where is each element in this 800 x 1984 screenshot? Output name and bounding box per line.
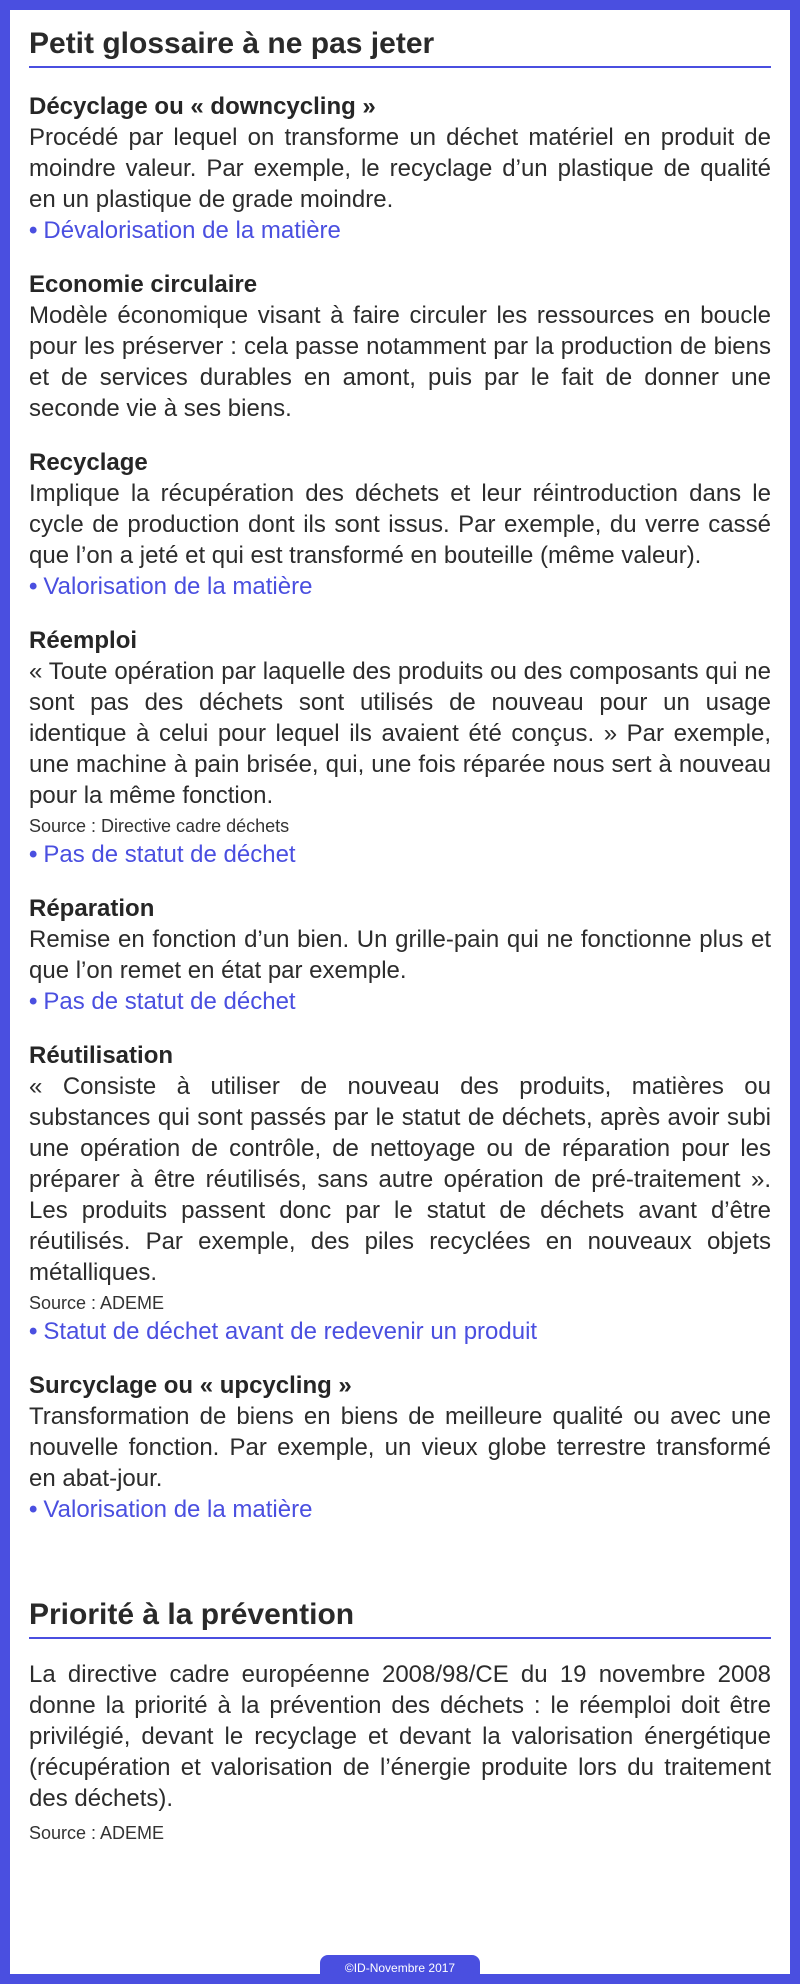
- entry-definition: Modèle économique visant à faire circuler les ressources en boucle pour les préserver : cela passe notamment par la production de biens et de services durables en amont, puis par le fait de donner une seconde vie à ses biens.: [29, 302, 771, 422]
- entry-tag: [29, 215, 771, 246]
- glossary-entry: [29, 894, 771, 1017]
- entry-definition: Remise en fonction d’un bien. Un grille-pain qui ne fonctionne plus et que l’on remet en état par exemple.: [29, 926, 771, 984]
- entry-definition: « Consiste à utiliser de nouveau des produits, matières ou substances qui sont passés par le statut de déchets, après avoir subi une opération de contrôle, de nettoyage ou de réparation pour les préparer à être réutilisés, sans autre opération de pré-traitement ». Les produits passent donc par le statut de déchets avant d’être réutilisés. Par exemple, des piles recyclées en nouveaux objets métalliques.: [29, 1073, 771, 1286]
- prevention-section: [29, 1595, 771, 1846]
- entry-definition: « Toute opération par laquelle des produits ou des composants qui ne sont pas des déchets sont utilisés de nouveau pour un usage identique à celui pour lequel ils avaient été conçus. » Par exemple, une machine à pain brisée, qui, une fois réparée nous sert à nouveau pour la même fonction.: [29, 658, 771, 809]
- glossary-entry: [29, 270, 771, 424]
- entry-tag-label: Pas de statut de déchet: [43, 841, 296, 868]
- entry-tag: [29, 839, 771, 870]
- entry-term: Recyclage: [29, 449, 148, 476]
- bullet-icon: •: [29, 988, 38, 1015]
- footer-credit: ©ID-Novembre 2017: [320, 1955, 480, 1984]
- entry-tag: [29, 1494, 771, 1525]
- bullet-icon: •: [29, 573, 38, 600]
- glossary-entry: [29, 1041, 771, 1347]
- bullet-icon: •: [29, 841, 38, 868]
- entry-tag: [29, 571, 771, 602]
- entry-tag: [29, 1316, 771, 1347]
- bullet-icon: •: [29, 1318, 38, 1345]
- entry-tag-label: Dévalorisation de la matière: [43, 217, 341, 244]
- entry-term: Réemploi: [29, 627, 138, 654]
- prevention-title: Priorité à la prévention: [29, 1595, 771, 1639]
- prevention-source: Source : ADEME: [29, 1823, 165, 1843]
- glossary-entry: [29, 92, 771, 246]
- entry-term: Décyclage ou « downcycling »: [29, 93, 376, 120]
- entry-term: Réutilisation: [29, 1042, 174, 1069]
- entry-source: Source : ADEME: [29, 1293, 165, 1313]
- entry-definition: Implique la récupération des déchets et leur réintroduction dans le cycle de production dont ils sont issus. Par exemple, du verre cassé que l’on a jeté et qui est transformé en bouteille (même valeur).: [29, 480, 771, 569]
- glossary-entry: [29, 448, 771, 602]
- bullet-icon: •: [29, 217, 38, 244]
- glossary-list: [29, 92, 771, 1525]
- page-frame: [10, 10, 790, 1974]
- content: [29, 24, 771, 1846]
- entry-source: Source : Directive cadre déchets: [29, 816, 290, 836]
- entry-tag: [29, 986, 771, 1017]
- glossary-entry: [29, 626, 771, 870]
- entry-term: Economie circulaire: [29, 271, 258, 298]
- entry-definition: Transformation de biens en biens de meilleure qualité ou avec une nouvelle fonction. Par exemple, un vieux globe terrestre transformé en abat-jour.: [29, 1403, 771, 1492]
- glossary-entry: [29, 1371, 771, 1525]
- entry-tag-label: Pas de statut de déchet: [43, 988, 296, 1015]
- entry-tag-label: Statut de déchet avant de redevenir un produit: [43, 1318, 538, 1345]
- entry-term: Réparation: [29, 895, 155, 922]
- entry-term: Surcyclage ou « upcycling »: [29, 1372, 352, 1399]
- prevention-text: La directive cadre européenne 2008/98/CE du 19 novembre 2008 donne la priorité à la prévention des déchets : le réemploi doit être privilégié, devant le recyclage et devant la valorisation énergétique (récupération et valorisation de l’énergie produite lors du traitement des déchets).: [29, 1661, 771, 1812]
- entry-tag-label: Valorisation de la matière: [43, 573, 313, 600]
- glossary-title: Petit glossaire à ne pas jeter: [29, 24, 771, 68]
- entry-definition: Procédé par lequel on transforme un déchet matériel en produit de moindre valeur. Par exemple, le recyclage d’un plastique de qualité en un plastique de grade moindre.: [29, 124, 771, 213]
- entry-tag-label: Valorisation de la matière: [43, 1496, 313, 1523]
- bullet-icon: •: [29, 1496, 38, 1523]
